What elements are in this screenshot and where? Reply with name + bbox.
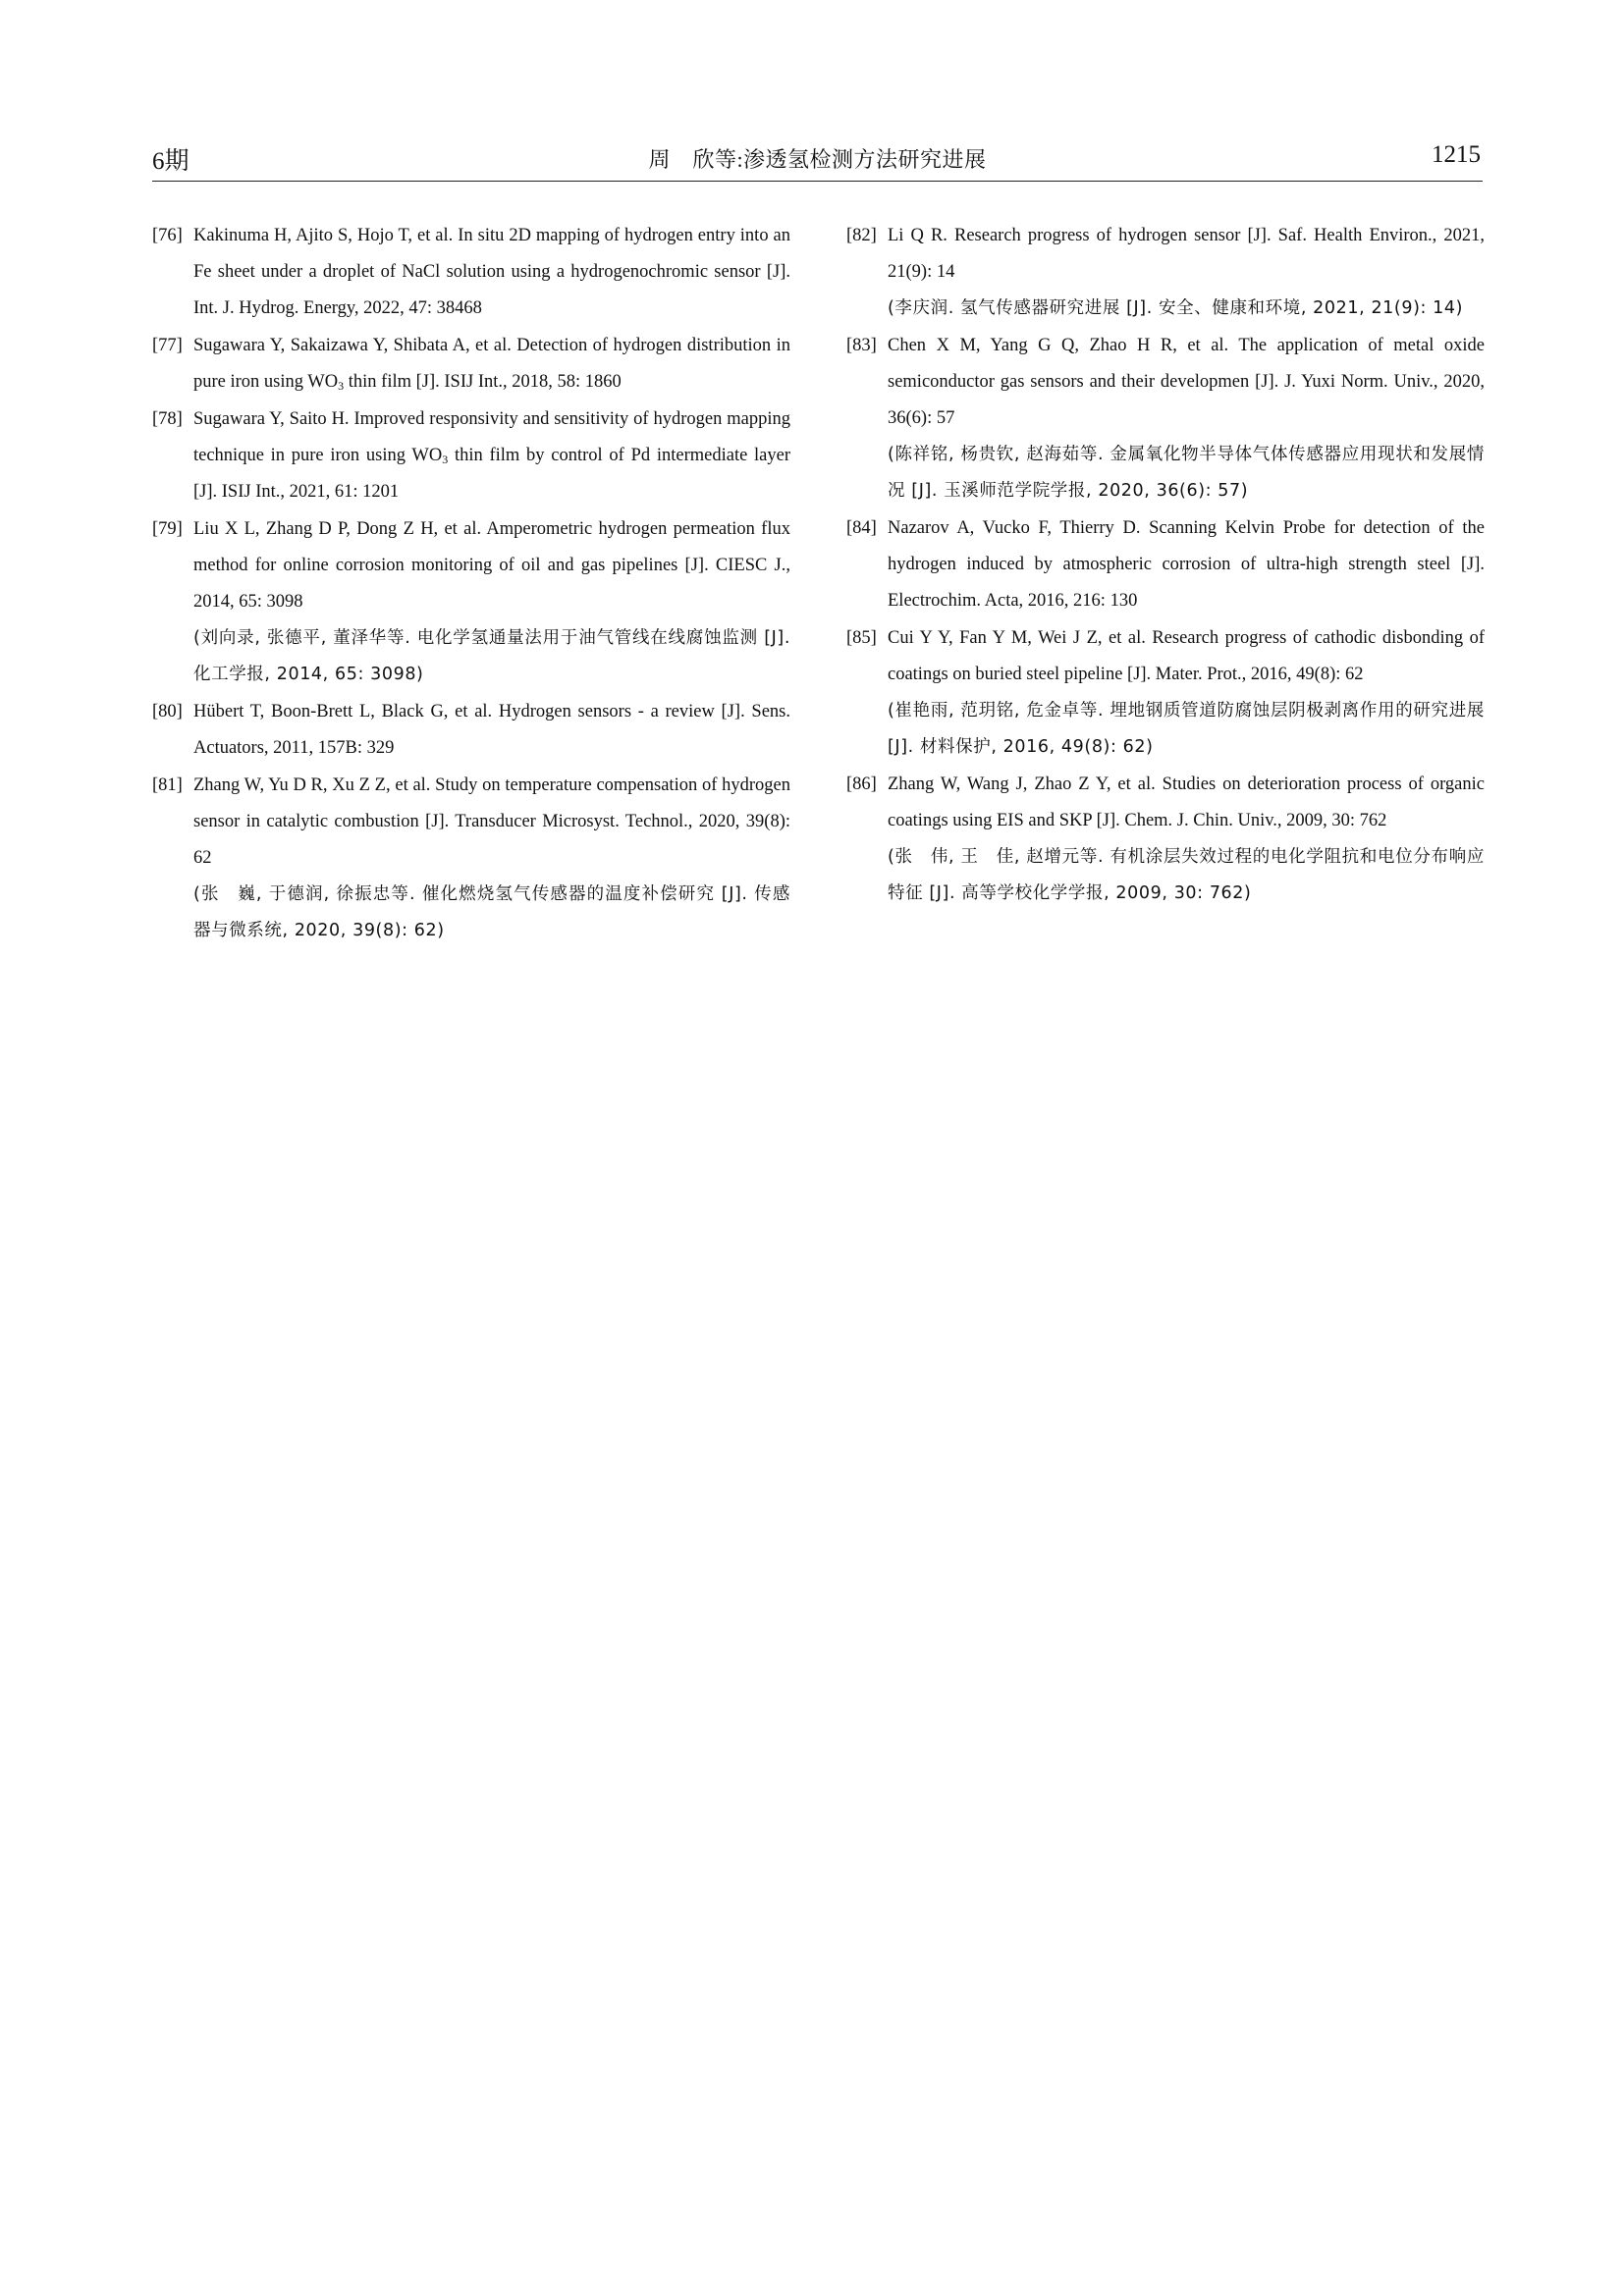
reference-item xyxy=(152,218,790,327)
reference-text-chinese: (李庆润. 氢气传感器研究进展 [J]. 安全、健康和环境, 2021, 21(9): 14) xyxy=(888,298,1464,318)
reference-item xyxy=(152,401,790,510)
reference-number: [77] xyxy=(152,336,183,355)
reference-text: Liu X L, Zhang D P, Dong Z H, et al. Amperometric hydrogen permeation flux method for online corrosion monitoring of oil and gas pipelines [J]. CIESC J., 2014, 65: 3098 xyxy=(193,519,790,612)
reference-text-chinese: (刘向录, 张德平, 董泽华等. 电化学氢通量法用于油气管线在线腐蚀监测 [J]. 化工学报, 2014, 65: 3098) xyxy=(193,628,790,684)
reference-number: [85] xyxy=(846,628,877,648)
references-right-column xyxy=(846,218,1485,913)
reference-item xyxy=(152,768,790,949)
reference-item xyxy=(846,510,1485,619)
page-header xyxy=(152,137,1483,182)
reference-item xyxy=(152,694,790,767)
reference-text: Kakinuma H, Ajito S, Hojo T, et al. In situ 2D mapping of hydrogen entry into an Fe sheet under a droplet of NaCl solution using a hydrogenochromic sensor [J]. Int. J. Hydrog. Energy, 2022, 47: 38468 xyxy=(193,226,790,318)
reference-item xyxy=(152,328,790,400)
reference-number: [81] xyxy=(152,775,183,795)
reference-item xyxy=(846,767,1485,912)
reference-number: [78] xyxy=(152,409,183,429)
references-left-column xyxy=(152,218,790,950)
reference-text-chinese: (崔艳雨, 范玥铭, 危金卓等. 埋地钢质管道防腐蚀层阴极剥离作用的研究进展 [J]. 材料保护, 2016, 49(8): 62) xyxy=(888,701,1485,757)
reference-item xyxy=(152,511,790,693)
subscript: 3 xyxy=(442,453,449,466)
reference-item xyxy=(846,218,1485,327)
reference-number: [80] xyxy=(152,702,183,721)
reference-item xyxy=(846,328,1485,509)
reference-text: Hübert T, Boon-Brett L, Black G, et al. Hydrogen sensors - a review [J]. Sens. Actuators, 2011, 157B: 329 xyxy=(193,702,790,758)
reference-text: Cui Y Y, Fan Y M, Wei J Z, et al. Research progress of cathodic disbonding of coatings on buried steel pipeline [J]. Mater. Prot., 2016, 49(8): 62 xyxy=(888,628,1485,684)
reference-number: [79] xyxy=(152,519,183,539)
issue-number: 6期 xyxy=(152,148,189,175)
reference-text: Sugawara Y, Sakaizawa Y, Shibata A, et al. Detection of hydrogen distribution in pure iron using $WO_3$ thin film [J]. ISIJ Int., 2018, 58: 1860 xyxy=(193,336,790,393)
subscript: 3 xyxy=(338,379,345,393)
reference-item xyxy=(846,620,1485,766)
reference-text: Zhang W, Wang J, Zhao Z Y, et al. Studies on deterioration process of organic coatings using EIS and SKP [J]. Chem. J. Chin. Univ., 2009, 30: 762 xyxy=(888,774,1485,830)
reference-text: Sugawara Y, Saito H. Improved responsivity and sensitivity of hydrogen mapping technique in pure iron using $WO_3$ thin film by control of Pd intermediate layer [J]. ISIJ Int., 2021, 61: 1201 xyxy=(193,409,790,502)
reference-text: Nazarov A, Vucko F, Thierry D. Scanning Kelvin Probe for detection of the hydrogen induced by atmospheric corrosion of ultra-high strength steel [J]. Electrochim. Acta, 2016, 216: 130 xyxy=(888,518,1485,611)
reference-text-chinese: (张 伟, 王 佳, 赵增元等. 有机涂层失效过程的电化学阻抗和电位分布响应特征 [J]. 高等学校化学学报, 2009, 30: 762) xyxy=(888,847,1485,903)
page-number: 1215 xyxy=(1432,141,1481,168)
reference-text-chinese: (张 巍, 于德润, 徐振忠等. 催化燃烧氢气传感器的温度补偿研究 [J]. 传感器与微系统, 2020, 39(8): 62) xyxy=(193,884,790,940)
reference-number: [84] xyxy=(846,518,877,538)
reference-number: [82] xyxy=(846,226,877,245)
reference-number: [76] xyxy=(152,226,183,245)
reference-number: [86] xyxy=(846,774,877,794)
reference-number: [83] xyxy=(846,336,877,355)
running-title: 周 欣等:渗透氢检测方法研究进展 xyxy=(648,147,987,172)
reference-text: Zhang W, Yu D R, Xu Z Z, et al. Study on temperature compensation of hydrogen sensor in catalytic combustion [J]. Transducer Microsyst. Technol., 2020, 39(8): 62 xyxy=(193,775,790,868)
reference-text: Li Q R. Research progress of hydrogen sensor [J]. Saf. Health Environ., 2021, 21(9): 14 xyxy=(888,226,1485,282)
reference-text-chinese: (陈祥铭, 杨贵钦, 赵海茹等. 金属氧化物半导体气体传感器应用现状和发展情况 [J]. 玉溪师范学院学报, 2020, 36(6): 57) xyxy=(888,445,1485,501)
reference-text: Chen X M, Yang G Q, Zhao H R, et al. The application of metal oxide semiconductor gas sensors and their developmen [J]. J. Yuxi Norm. Univ., 2020, 36(6): 57 xyxy=(888,336,1485,428)
